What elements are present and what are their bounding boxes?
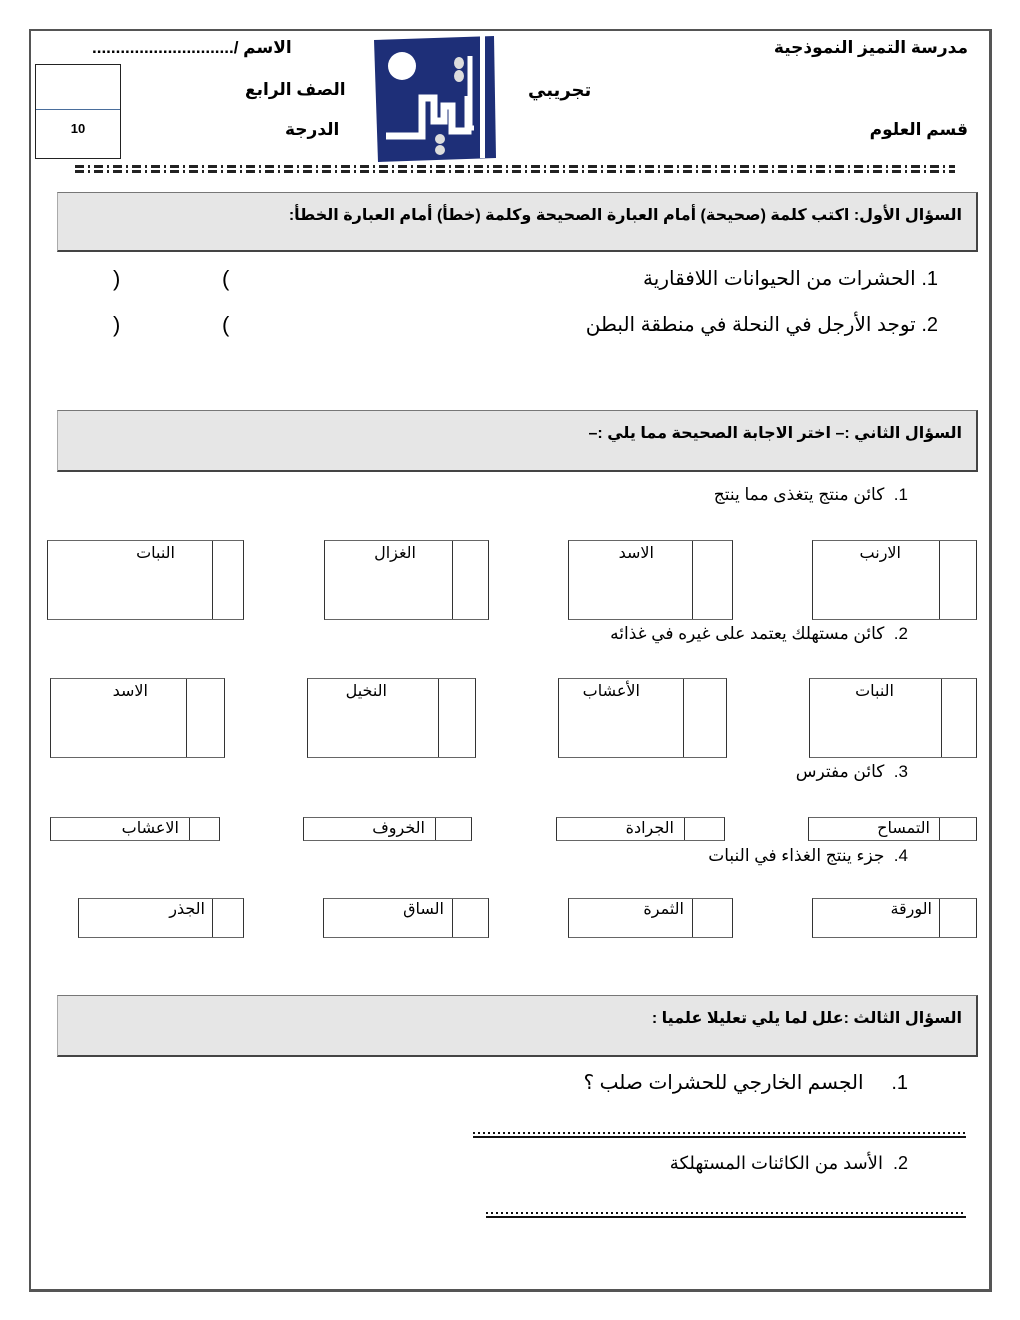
mcq-stem-text: كائن منتج يتغذى مما ينتج bbox=[713, 485, 885, 504]
tf-item-1 bbox=[643, 266, 938, 291]
tf-answer-open-paren: ( bbox=[222, 312, 230, 337]
mcq-4-option-1[interactable] bbox=[812, 898, 977, 938]
mcq-4-stem bbox=[708, 846, 908, 866]
tf-item-2 bbox=[586, 312, 938, 337]
question1-title: السؤال الأول: اكتب كلمة (صحيحة) أمام العبارة الصحيحة وكلمة (خطأ) أمام العبارة الخطأ: bbox=[288, 207, 962, 224]
question3-title: السؤال الثالث :علل لما يلي تعليلا علميا : bbox=[651, 1010, 962, 1027]
option-label: النبات bbox=[136, 545, 175, 562]
option-checkbox[interactable] bbox=[435, 818, 471, 840]
tf-answer-close-paren: ) bbox=[113, 266, 121, 291]
mcq-2-option-4[interactable] bbox=[50, 678, 225, 758]
mcq-1-option-1[interactable] bbox=[812, 540, 977, 620]
mcq-1-stem bbox=[714, 485, 908, 505]
mcq-number: 3. bbox=[893, 762, 908, 781]
option-checkbox[interactable] bbox=[212, 541, 243, 619]
option-checkbox[interactable] bbox=[186, 679, 224, 757]
mcq-1-option-2[interactable] bbox=[568, 540, 733, 620]
reason-item-2 bbox=[670, 1153, 908, 1174]
option-checkbox[interactable] bbox=[941, 679, 976, 757]
mcq-3-option-3[interactable] bbox=[303, 817, 472, 841]
reason-text: الجسم الخارجي للحشرات صلب ؟ bbox=[583, 1072, 864, 1094]
header-separator bbox=[75, 165, 955, 173]
mcq-1-option-4[interactable] bbox=[47, 540, 244, 620]
option-checkbox[interactable] bbox=[438, 679, 475, 757]
tf-item-text: الحشرات من الحيوانات اللافقارية bbox=[643, 268, 916, 290]
option-checkbox[interactable] bbox=[692, 541, 732, 619]
total-score: 10 bbox=[70, 121, 86, 136]
option-label: الغزال bbox=[374, 545, 416, 562]
option-checkbox[interactable] bbox=[939, 541, 976, 619]
option-label: النبات bbox=[855, 683, 894, 700]
reason-text: الأسد من الكائنات المستهلكة bbox=[669, 1153, 883, 1173]
mcq-4-option-2[interactable] bbox=[568, 898, 733, 938]
option-label: الورقة bbox=[890, 901, 932, 918]
score-divider bbox=[36, 109, 120, 110]
option-label: النخيل bbox=[345, 683, 387, 700]
reason-answer-line-1[interactable] bbox=[473, 1132, 966, 1138]
mcq-4-option-4[interactable] bbox=[78, 898, 244, 938]
question2-title: السؤال الثاني :– اختر الاجابة الصحيحة مما يلي :– bbox=[588, 425, 962, 442]
option-label: الثمرة bbox=[643, 901, 684, 918]
mcq-4-option-3[interactable] bbox=[323, 898, 489, 938]
option-label: الأعشاب bbox=[582, 683, 640, 700]
option-label: الاسد bbox=[112, 683, 148, 700]
option-checkbox[interactable] bbox=[939, 899, 976, 937]
mcq-number: 2. bbox=[893, 624, 908, 643]
option-label: الساق bbox=[403, 901, 444, 918]
school-logo-icon bbox=[372, 36, 498, 162]
question1-header bbox=[57, 192, 978, 252]
mcq-3-option-4[interactable] bbox=[50, 817, 220, 841]
option-checkbox[interactable] bbox=[939, 818, 976, 840]
reason-number: 1. bbox=[891, 1072, 908, 1094]
reason-answer-line-2[interactable] bbox=[486, 1212, 966, 1218]
option-label: الجرادة bbox=[625, 820, 674, 837]
grade-level: الصف الرابع bbox=[245, 80, 346, 99]
reason-number: 2. bbox=[892, 1153, 908, 1173]
mcq-stem-text: جزء ينتج الغذاء في النبات bbox=[708, 846, 885, 865]
option-checkbox[interactable] bbox=[692, 899, 732, 937]
option-checkbox[interactable] bbox=[684, 818, 724, 840]
option-label: التمساح bbox=[877, 820, 930, 837]
mcq-number: 1. bbox=[893, 485, 908, 504]
option-checkbox[interactable] bbox=[189, 818, 219, 840]
option-label: الاسد bbox=[618, 545, 654, 562]
school-name: مدرسة التميز النموذجية bbox=[773, 38, 968, 57]
option-label: الارنب bbox=[859, 545, 901, 562]
mcq-number: 4. bbox=[893, 846, 908, 865]
option-label: الخروف bbox=[372, 820, 425, 837]
score-box[interactable] bbox=[35, 64, 121, 159]
tf-answer-open-paren: ( bbox=[222, 266, 230, 291]
option-checkbox[interactable] bbox=[683, 679, 726, 757]
mcq-stem-text: كائن مستهلك يعتمد على غيره في غذائه bbox=[610, 624, 885, 643]
question3-header bbox=[57, 995, 978, 1057]
department-name: قسم العلوم bbox=[869, 120, 968, 139]
exam-type: تجريبي bbox=[528, 80, 592, 100]
mcq-3-option-2[interactable] bbox=[556, 817, 725, 841]
option-checkbox[interactable] bbox=[452, 541, 488, 619]
tf-answer-close-paren: ) bbox=[113, 312, 121, 337]
mcq-1-option-3[interactable] bbox=[324, 540, 489, 620]
option-label: الجذر bbox=[169, 901, 205, 918]
mcq-2-option-1[interactable] bbox=[809, 678, 977, 758]
mcq-2-option-3[interactable] bbox=[307, 678, 476, 758]
tf-item-text: توجد الأرجل في النحلة في منطقة البطن bbox=[585, 314, 916, 336]
question2-header bbox=[57, 410, 978, 472]
score-label: الدرجة bbox=[285, 120, 340, 139]
option-checkbox[interactable] bbox=[452, 899, 488, 937]
student-name-field[interactable]: الاسم /.............................. bbox=[92, 38, 292, 57]
mcq-3-stem bbox=[796, 762, 908, 782]
option-label: الاعشاب bbox=[121, 820, 179, 837]
tf-item-number: 2. bbox=[921, 314, 938, 336]
mcq-stem-text: كائن مفترس bbox=[795, 762, 885, 781]
reason-item-1 bbox=[583, 1070, 908, 1095]
mcq-2-option-2[interactable] bbox=[558, 678, 727, 758]
mcq-2-stem bbox=[610, 624, 908, 644]
tf-answer-field-1[interactable] bbox=[130, 266, 220, 294]
mcq-3-option-1[interactable] bbox=[808, 817, 977, 841]
tf-item-number: 1. bbox=[921, 268, 938, 290]
option-checkbox[interactable] bbox=[212, 899, 243, 937]
tf-answer-field-2[interactable] bbox=[130, 312, 220, 340]
